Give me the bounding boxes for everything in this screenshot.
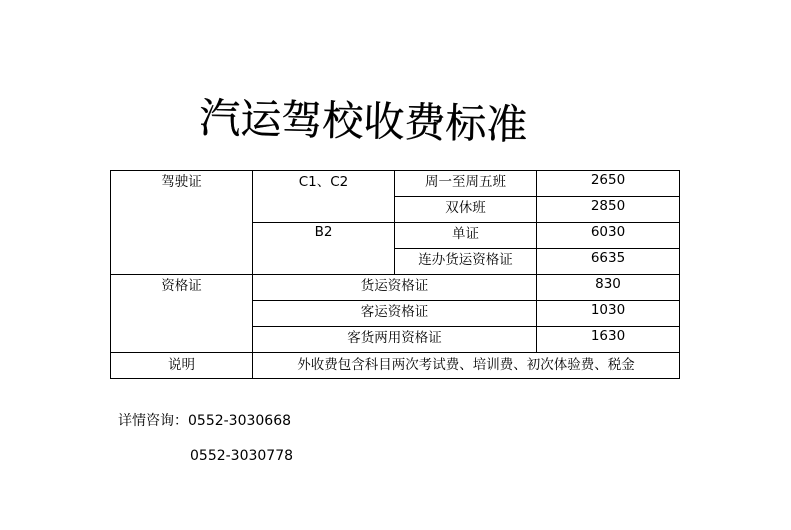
table-row xyxy=(111,171,680,197)
license-class-c: C1、C2 xyxy=(253,171,395,223)
fee-item: 单证 xyxy=(395,223,537,249)
fee-item: 连办货运资格证 xyxy=(395,249,537,275)
license-class-b: B2 xyxy=(253,223,395,275)
note-text: 外收费包含科目两次考试费、培训费、初次体验费、税金 xyxy=(253,353,680,379)
table-row xyxy=(111,275,680,301)
fee-price: 830 xyxy=(537,275,680,301)
fee-price: 1630 xyxy=(537,327,680,353)
group-label-qualification: 资格证 xyxy=(111,275,253,353)
fee-price: 2850 xyxy=(537,197,680,223)
fee-item: 客货两用资格证 xyxy=(253,327,537,353)
fee-item: 货运资格证 xyxy=(253,275,537,301)
page-title: 汽运驾校收费标准 xyxy=(198,93,528,149)
fee-price: 6030 xyxy=(537,223,680,249)
contact-line-primary: 详情咨询：0552-3030668 xyxy=(118,413,292,429)
fee-price: 2650 xyxy=(537,171,680,197)
group-label-note: 说明 xyxy=(111,353,253,379)
fee-price: 6635 xyxy=(537,249,680,275)
fee-table xyxy=(110,170,680,379)
fee-item: 周一至周五班 xyxy=(395,171,537,197)
group-label-license: 驾驶证 xyxy=(111,171,253,275)
fee-price: 1030 xyxy=(537,301,680,327)
fee-item: 双休班 xyxy=(395,197,537,223)
fee-item: 客运资格证 xyxy=(253,301,537,327)
table-row xyxy=(111,353,680,379)
contact-line-secondary: 0552-3030778 xyxy=(190,448,294,464)
